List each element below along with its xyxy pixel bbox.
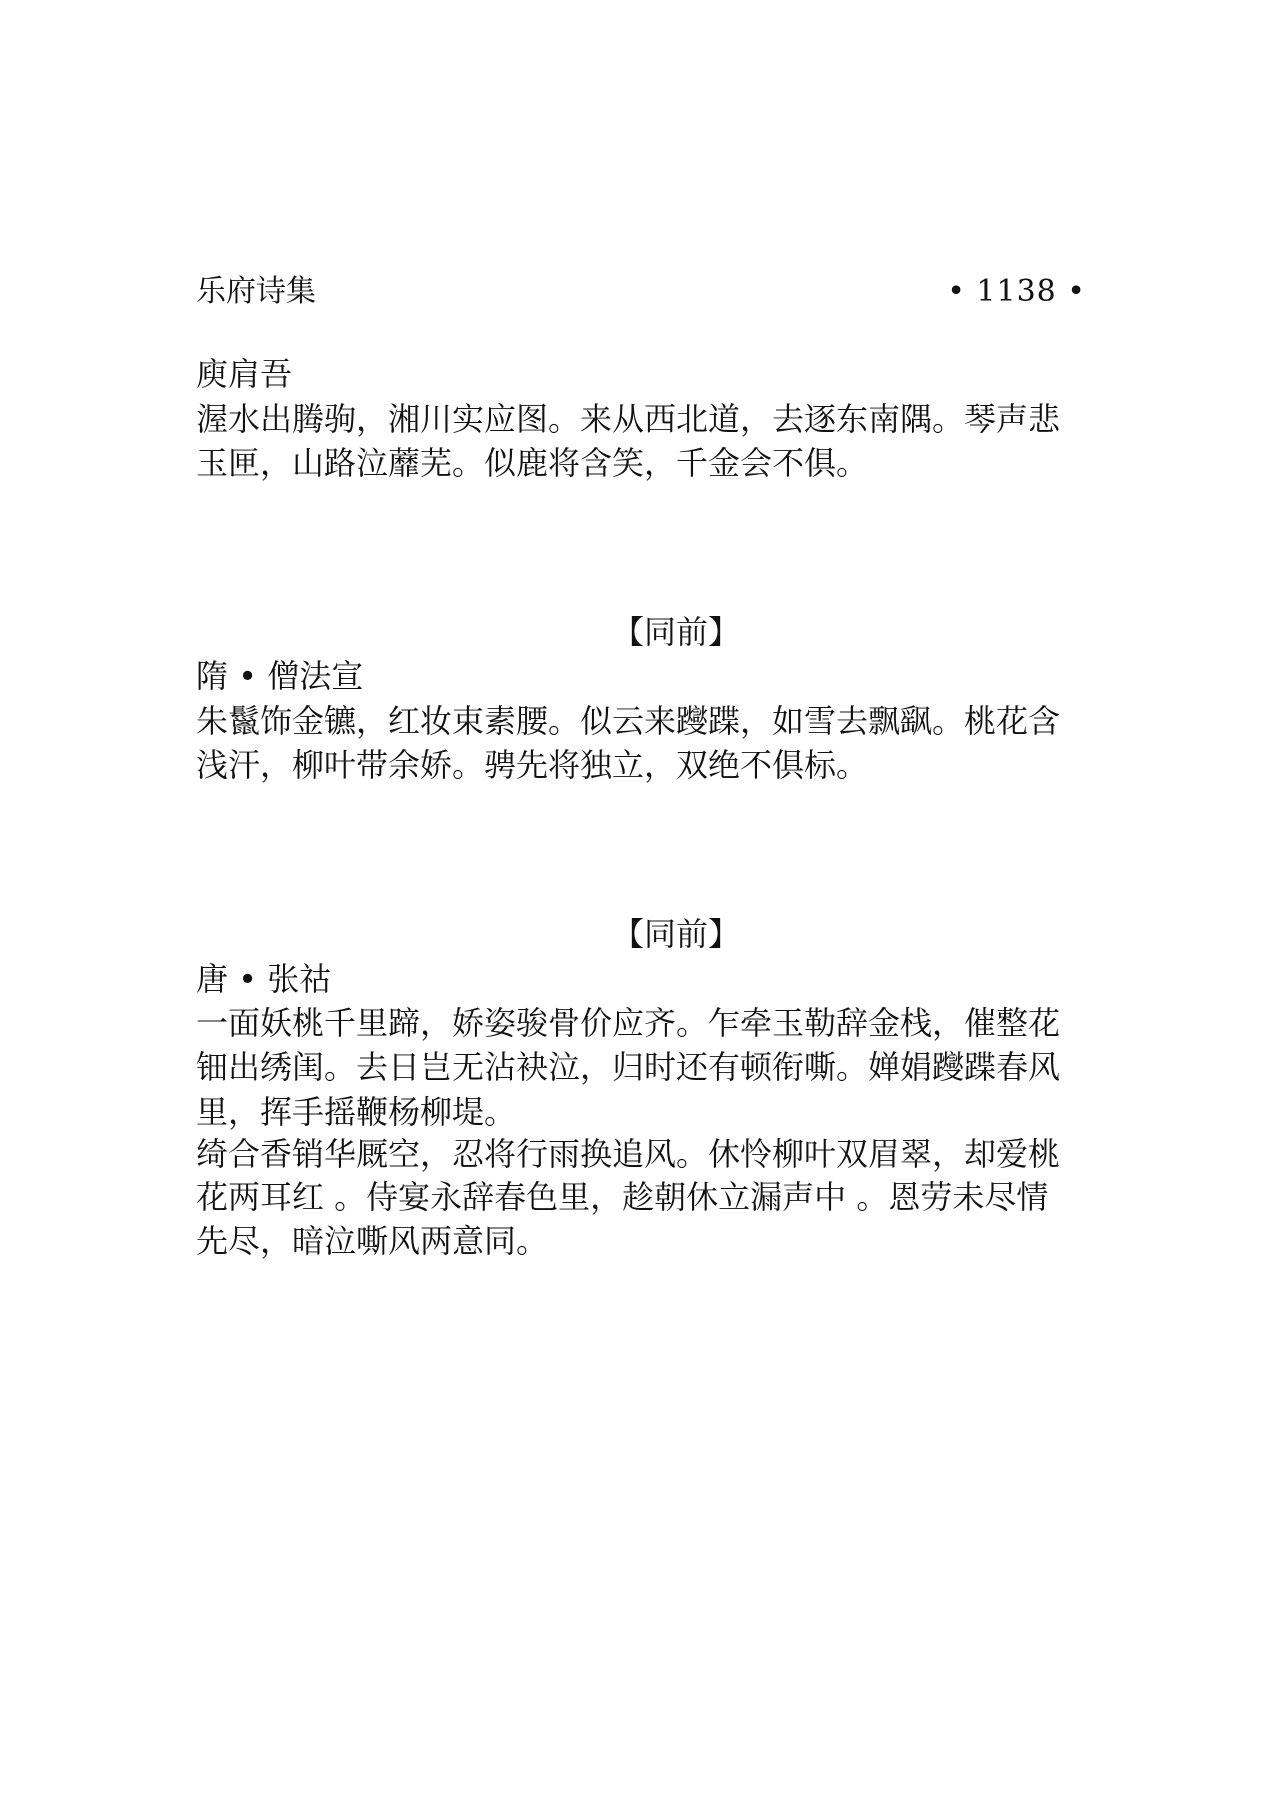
poem-line: 浅汗，柳叶带余娇。骋先将独立，双绝不俱标。	[196, 746, 869, 784]
poem-line: 玉匣，山路泣蘼芜。似鹿将含笑，千金会不俱。	[196, 444, 869, 482]
poem-author: 庾肩吾	[196, 355, 293, 393]
poem-author: 唐 • 张祜	[196, 960, 332, 998]
poem-line: 里，挥手摇鞭杨柳堤。	[196, 1093, 517, 1131]
poem-line: 绮合香销华厩空，忍将行雨换追风。休怜柳叶双眉翠，却爱桃	[196, 1135, 1061, 1173]
poem-line: 朱鬣饰金镳，红妆束素腰。似云来躞蹀，如雪去飘飖。桃花含	[196, 702, 1061, 740]
page-header	[196, 270, 1086, 314]
poem-heading: 【同前】	[611, 915, 740, 953]
poem-line: 花两耳红 。侍宴永辞春色里，趁朝休立漏声中 。恩劳未尽情	[196, 1178, 1049, 1216]
document-page	[196, 0, 1086, 1795]
poem-line: 渥水出腾驹，湘川实应图。来从西北道，去逐东南隅。琴声悲	[196, 400, 1061, 438]
page-number: • 1138 •	[947, 274, 1086, 309]
poem-line: 先尽，暗泣嘶风两意同。	[196, 1222, 549, 1260]
poem-author: 隋 • 僧法宣	[196, 657, 364, 695]
book-title: 乐府诗集	[196, 274, 316, 309]
poem-heading: 【同前】	[611, 613, 740, 651]
poem-line: 钿出绣闺。去日岂无沾袂泣，归时还有顿衔嘶。婵娟躞蹀春风	[196, 1048, 1061, 1086]
poem-line: 一面妖桃千里蹄，娇姿骏骨价应齐。乍牵玉勒辞金栈，催整花	[196, 1004, 1061, 1042]
